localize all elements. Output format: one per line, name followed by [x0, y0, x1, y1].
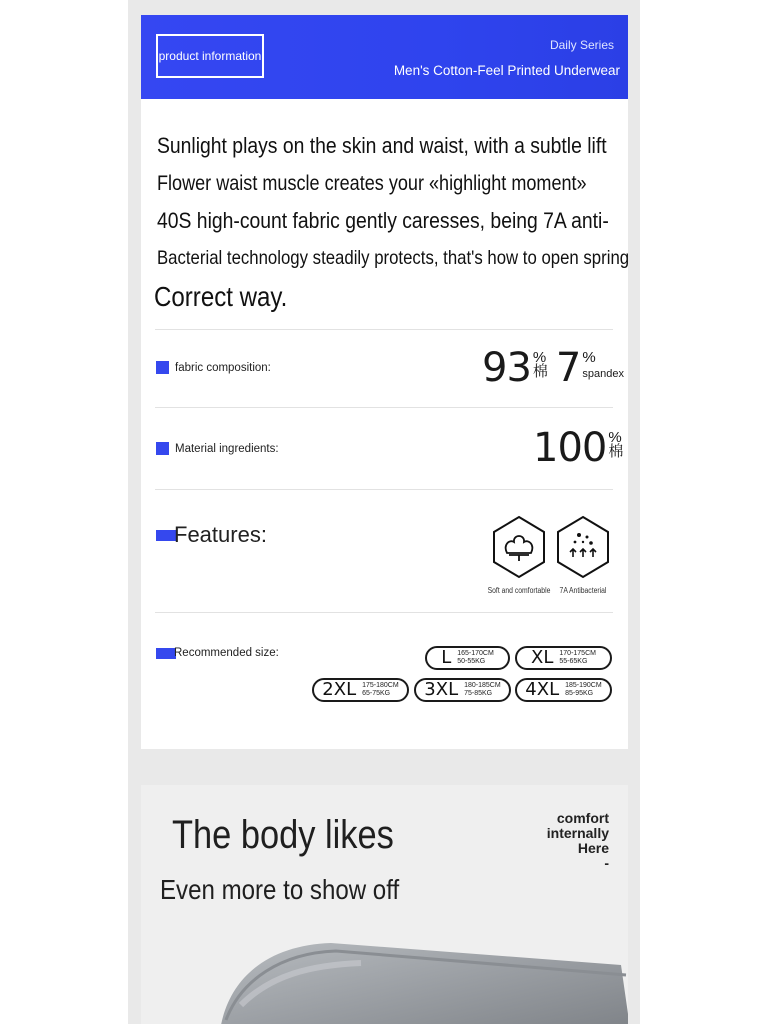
bullet-square — [156, 648, 176, 659]
size-detail — [362, 682, 399, 698]
size-height: 165-170CM — [457, 650, 494, 657]
recommended-size-label — [156, 647, 279, 659]
size-weight: 85-95KG — [565, 690, 594, 697]
size-detail — [565, 682, 602, 698]
size-pill-2xl — [312, 678, 409, 702]
fabric-composition-label — [156, 361, 271, 374]
size-pill-4xl — [515, 678, 612, 702]
size-height: 185-190CM — [565, 682, 602, 689]
cotton-percentage: 93 — [482, 345, 531, 391]
underwear-fabric-image — [201, 935, 628, 1024]
header-banner — [141, 15, 628, 99]
material-ingredients-text: Material ingredients: — [175, 442, 279, 455]
percent-sign: % — [608, 429, 622, 446]
recommended-size-text: Recommended size: — [174, 647, 279, 659]
size-pill-xl — [515, 646, 612, 670]
composition-values — [482, 345, 624, 391]
features-text: Features: — [174, 522, 267, 547]
bullet-square — [156, 530, 176, 541]
lower-title: The body likes — [172, 813, 394, 857]
cotton-label: 棉 — [532, 363, 548, 380]
lower-subtitle: Even more to show off — [160, 874, 400, 905]
size-code: 3XL — [424, 679, 459, 700]
percent-sign: % — [582, 349, 596, 366]
percent-sign: % — [532, 349, 547, 366]
product-info-card — [141, 99, 628, 749]
spandex-percentage: 7 — [555, 345, 581, 391]
size-weight: 75-85KG — [464, 690, 493, 697]
bullet-square — [156, 361, 169, 374]
size-height: 175-180CM — [362, 682, 399, 689]
intro-text — [154, 127, 630, 317]
size-weight: 65-75KG — [362, 690, 391, 697]
comfort-note — [547, 811, 609, 871]
intro-line: Sunlight plays on the skin and waist, with a subtle lift — [157, 133, 607, 158]
size-height: 180-185CM — [464, 682, 501, 689]
comfort-line: Here — [577, 840, 609, 856]
lower-section — [141, 785, 628, 1024]
divider — [155, 407, 613, 408]
divider — [155, 612, 613, 613]
product-page — [128, 0, 640, 1024]
size-weight: 50-55KG — [457, 658, 486, 665]
features-label — [156, 522, 267, 548]
size-code: XL — [531, 647, 554, 668]
material-unit-group — [608, 431, 623, 459]
intro-line-final: Correct way. — [154, 281, 288, 312]
size-detail — [559, 650, 596, 666]
size-detail — [457, 650, 494, 666]
comfort-line: - — [604, 855, 609, 871]
intro-line: 40S high-count fabric gently caresses, being 7A anti- — [157, 208, 609, 233]
size-code: 4XL — [525, 679, 560, 700]
size-pill-3xl — [414, 678, 511, 702]
divider — [155, 489, 613, 490]
cotton-unit-group — [533, 351, 548, 379]
antibacterial-icon — [555, 515, 611, 579]
divider — [155, 329, 613, 330]
intro-line: Flower waist muscle creates your «highlight moment» — [157, 171, 587, 195]
comfort-line: internally — [546, 825, 609, 841]
material-ingredients-label — [156, 442, 279, 455]
size-height: 170-175CM — [559, 650, 596, 657]
material-percentage: 100 — [533, 425, 607, 471]
material-cotton-label: 棉 — [608, 443, 624, 460]
intro-line: Bacterial technology steadily protects, that's how to open spring — [157, 246, 630, 269]
material-values — [533, 425, 623, 471]
spandex-label: spandex — [582, 368, 624, 380]
size-pill-l — [425, 646, 510, 670]
comfort-line: comfort — [556, 810, 609, 826]
fabric-composition-text: fabric composition: — [175, 361, 271, 374]
size-weight: 55-65KG — [559, 658, 588, 665]
product-information-badge: product information — [156, 34, 264, 78]
spandex-unit-group — [582, 351, 624, 381]
size-code: L — [441, 647, 452, 668]
feature-caption: Soft and comfortable — [487, 586, 551, 595]
cotton-flower-icon — [491, 515, 547, 579]
bullet-square — [156, 442, 169, 455]
product-title: Men's Cotton-Feel Printed Underwear — [393, 63, 620, 78]
feature-caption: 7A Antibacterial — [559, 586, 607, 595]
series-label: Daily Series — [549, 38, 614, 52]
size-code: 2XL — [322, 679, 357, 700]
size-detail — [464, 682, 501, 698]
